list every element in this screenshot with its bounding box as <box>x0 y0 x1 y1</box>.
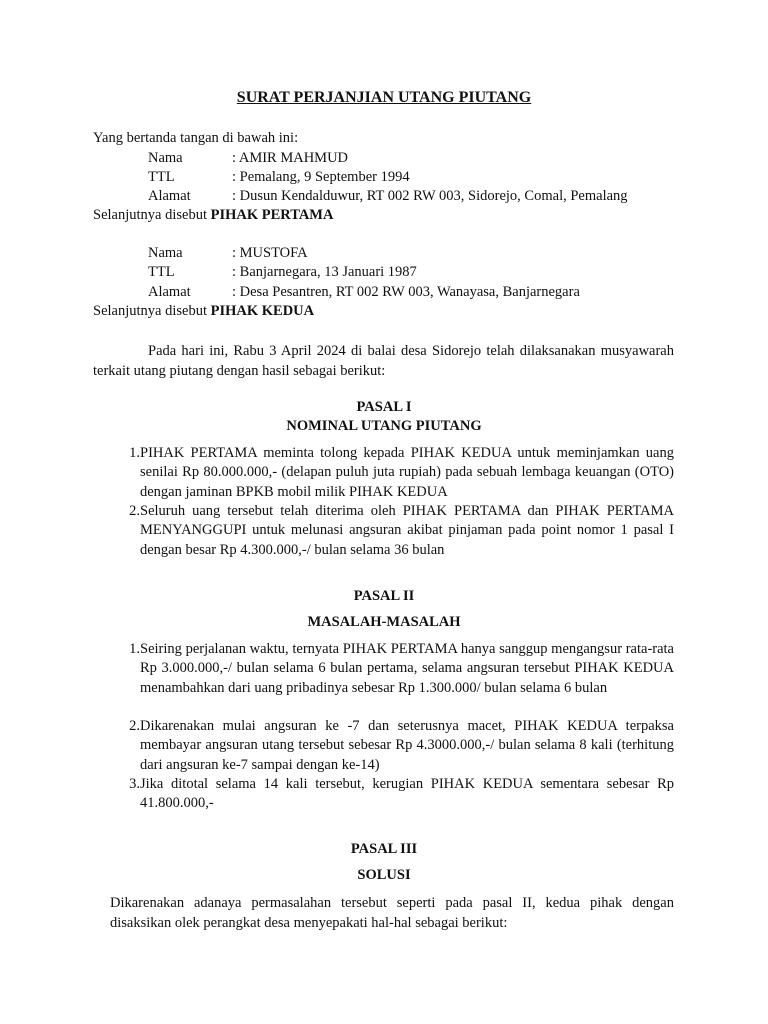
list-item-number: 1. <box>129 641 140 657</box>
pasal-1-subheading: NOMINAL UTANG PIUTANG <box>286 418 482 434</box>
field-value-alamat: : Desa Pesantren, RT 002 RW 003, Wanayasa, Banjarnegara <box>232 284 580 300</box>
list-item-number: 2. <box>129 503 140 519</box>
list-item <box>110 502 674 560</box>
field-value-nama: : AMIR MAHMUD <box>232 150 349 166</box>
field-label-ttl: TTL <box>148 169 175 185</box>
field-value-ttl: : Banjarnegara, 13 Januari 1987 <box>232 264 417 280</box>
pasal-3-heading: PASAL III <box>350 841 418 857</box>
field-value-alamat: : Dusun Kendalduwur, RT 002 RW 003, Sidorejo, Comal, Pemalang <box>232 188 628 204</box>
pasal-3-subheading: SOLUSI <box>357 867 411 883</box>
list-item-number: 2. <box>129 718 140 734</box>
pasal-3-paragraph: Dikarenakan adanaya permasalahan tersebut seperti pada pasal II, kedua pihak dengan disaksikan olek perangkat desa menyepakati hal-hal sebagai berikut: <box>110 895 674 931</box>
preamble-paragraph: Pada hari ini, Rabu 3 April 2024 di balai desa Sidorejo telah dilaksanakan musyawarah terkait utang piutang dengan hasil sebagai berikut: <box>93 343 674 379</box>
list-item <box>110 717 674 775</box>
pasal-2-subheading: MASALAH-MASALAH <box>307 614 461 630</box>
pasal-2-heading: PASAL II <box>353 588 415 604</box>
list-item-text: Seluruh uang tersebut telah diterima oleh PIHAK PERTAMA dan PIHAK PERTAMA MENYANGGUPI untuk melunasi angsuran akibat pinjaman pada point nomor 1 pasal I dengan besar Rp 4.300.000,-/ bulan selama 36 bulan <box>140 503 674 558</box>
designation-prefix: Selanjutnya disebut <box>93 303 211 319</box>
list-item <box>110 640 674 698</box>
list-item-number: 3. <box>129 776 140 792</box>
list-item-text: Jika ditotal selama 14 kali tersebut, kerugian PIHAK KEDUA sementara sebesar Rp 41.800.000,- <box>140 776 674 812</box>
designation-prefix: Selanjutnya disebut <box>93 207 211 223</box>
field-label-alamat: Alamat <box>148 284 191 300</box>
designation-name: PIHAK PERTAMA <box>210 207 334 223</box>
party-designation <box>93 206 333 225</box>
list-item-text: Dikarenakan mulai angsuran ke -7 dan seterusnya macet, PIHAK KEDUA terpaksa membayar angsuran utang tersebut sebesar Rp 4.3000.000,-/ bulan selama 8 kali (terhitung dari angsuran ke-7 sampai dengan ke-14) <box>140 718 674 773</box>
field-label-alamat: Alamat <box>148 188 191 204</box>
list-item-text: PIHAK PERTAMA meminta tolong kepada PIHAK KEDUA untuk meminjamkan uang senilai Rp 80.000.000,- (delapan puluh juta rupiah) pada sebuah lembaga keuangan (OTO) dengan jaminan BPKB mobil milik PIHAK KEDUA <box>140 445 674 500</box>
document-title: SURAT PERJANJIAN UTANG PIUTANG <box>236 89 532 106</box>
field-value-ttl: : Pemalang, 9 September 1994 <box>232 169 410 185</box>
field-label-ttl: TTL <box>148 264 175 280</box>
pasal-1-heading: PASAL I <box>356 399 412 415</box>
list-item <box>110 775 674 814</box>
list-item-number: 1. <box>129 445 140 461</box>
party-designation <box>93 302 314 321</box>
list-item-text: Seiring perjalanan waktu, ternyata PIHAK PERTAMA hanya sanggup mengangsur rata-rata Rp 3.000.000,-/ bulan selama 6 bulan pertama, selama angsuran tersebut PIHAK KEDUA menambahkan dari uang pribadinya sebesar Rp 1.300.000/ bulan selama 6 bulan <box>140 641 674 696</box>
field-label-nama: Nama <box>148 150 183 166</box>
designation-name: PIHAK KEDUA <box>210 303 315 319</box>
field-value-nama: : MUSTOFA <box>232 245 308 261</box>
field-label-nama: Nama <box>148 245 183 261</box>
list-item <box>110 444 674 502</box>
intro-text: Yang bertanda tangan di bawah ini: <box>93 130 299 146</box>
